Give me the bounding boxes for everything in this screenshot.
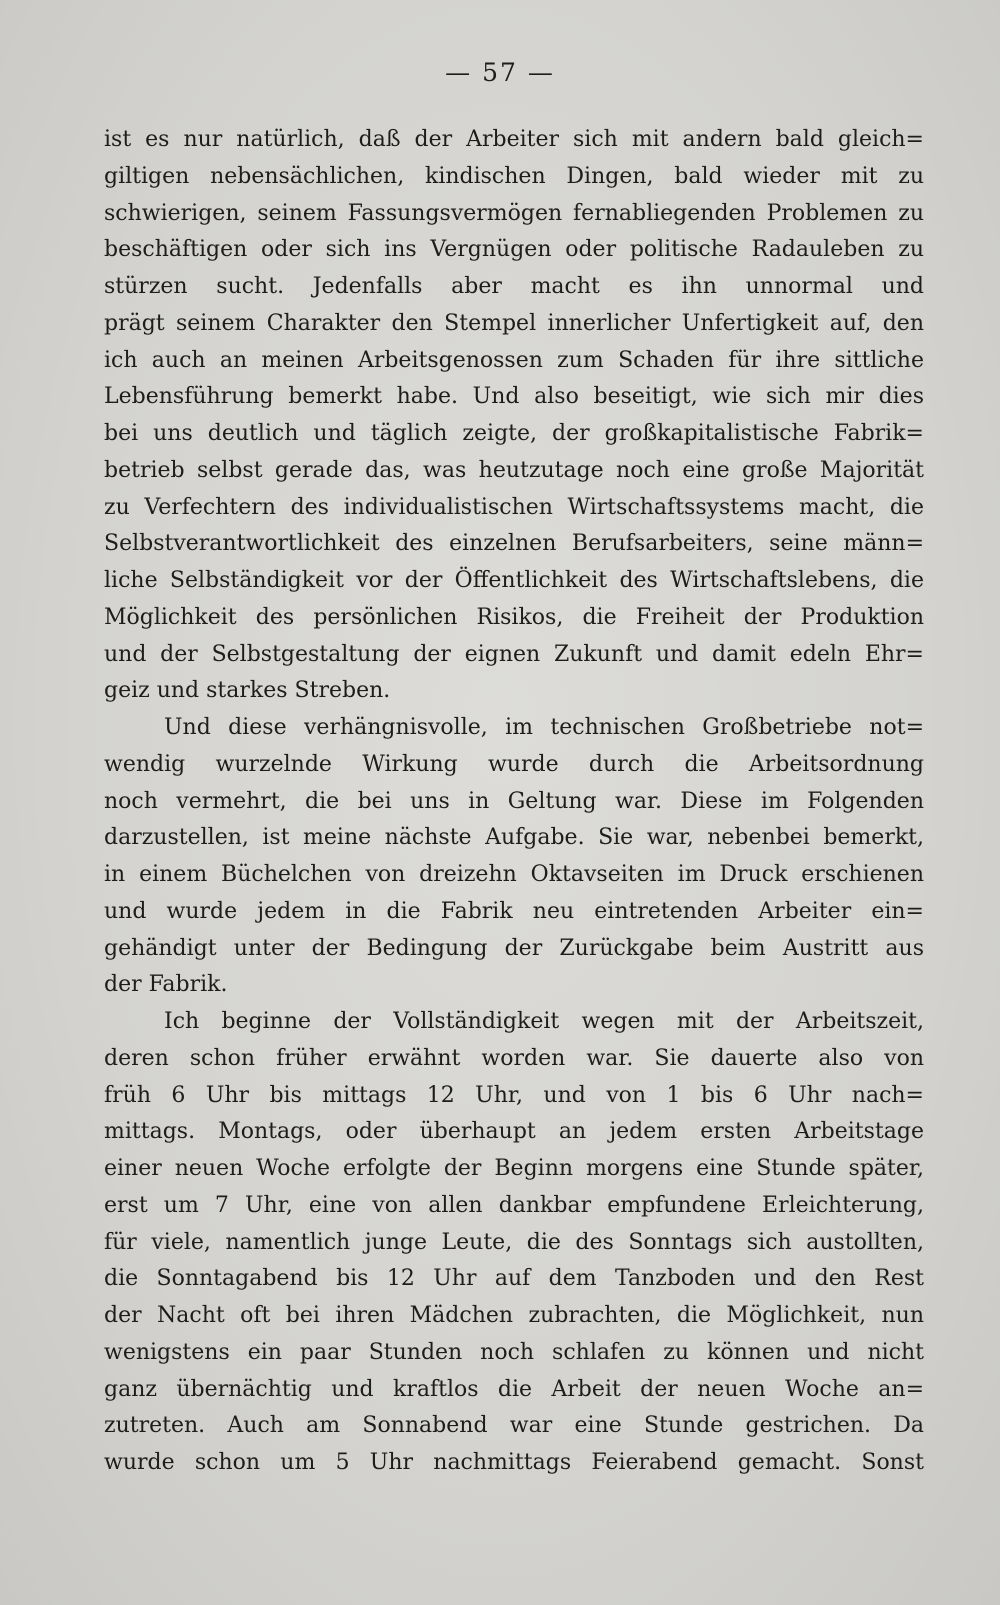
text-line: schwierigen, seinem Fassungsvermögen fernabliegenden Problemen zu xyxy=(104,200,924,226)
text-line: mittags. Montags, oder überhaupt an jedem ersten Arbeitstage xyxy=(104,1119,924,1145)
text-line: stürzen sucht. Jedenfalls aber macht es ihn unnormal und xyxy=(104,274,924,299)
body-text xyxy=(104,122,924,1482)
text-line: wenigstens ein paar Stunden noch schlafen zu können und nicht xyxy=(104,1339,924,1365)
text-line: der Nacht oft bei ihren Mädchen zubrachten, die Möglichkeit, nun xyxy=(104,1303,924,1328)
text-line: erst um 7 Uhr, eine von allen dankbar empfundene Erleichterung, xyxy=(104,1192,924,1218)
text-line: geiz und starkes Streben. xyxy=(104,678,391,704)
text-line: Möglichkeit des persönlichen Risikos, die Freiheit der Produktion xyxy=(104,604,924,630)
text-line: einer neuen Woche erfolgte der Beginn morgens eine Stunde später, xyxy=(104,1156,924,1181)
text-line: deren schon früher erwähnt worden war. Sie dauerte also von xyxy=(104,1045,924,1071)
text-line: prägt seinem Charakter den Stempel innerlicher Unfertigkeit auf, den xyxy=(104,310,924,336)
text-line: wendig wurzelnde Wirkung wurde durch die Arbeitsordnung xyxy=(104,751,924,777)
text-line: in einem Büchelchen von dreizehn Oktavseiten im Druck erschienen xyxy=(104,862,924,887)
text-line: giltigen nebensächlichen, kindischen Dingen, bald wieder mit zu xyxy=(104,163,924,189)
text-line: ganz übernächtig und kraftlos die Arbeit der neuen Woche an= xyxy=(104,1376,924,1402)
text-line: und der Selbstgestaltung der eignen Zukunft und damit edeln Ehr= xyxy=(104,641,924,667)
text-line: noch vermehrt, die bei uns in Geltung war. Diese im Folgenden xyxy=(104,788,924,814)
text-line: Ich beginne der Vollständigkeit wegen mit der Arbeitszeit, xyxy=(164,1009,924,1034)
paragraph-1 xyxy=(104,122,924,710)
text-line: bei uns deutlich und täglich zeigte, der großkapitalistische Fabrik= xyxy=(104,421,924,446)
text-line: Selbstverantwortlichkeit des einzelnen Berufsarbeiters, seine männ= xyxy=(104,531,924,557)
text-line: Lebensführung bemerkt habe. Und also beseitigt, wie sich mir dies xyxy=(104,384,924,410)
text-line: Und diese verhängnisvolle, im technischen Großbetriebe not= xyxy=(164,715,924,740)
text-line: und wurde jedem in die Fabrik neu eintretenden Arbeiter ein= xyxy=(104,898,924,924)
text-line: zu Verfechtern des individualistischen Wirtschaftssystems macht, die xyxy=(104,494,924,520)
text-line: ist es nur natürlich, daß der Arbeiter sich mit andern bald gleich= xyxy=(104,127,924,152)
text-line: wurde schon um 5 Uhr nachmittags Feierabend gemacht. Sonst xyxy=(104,1450,924,1475)
text-line: darzustellen, ist meine nächste Aufgabe. Sie war, nebenbei bemerkt, xyxy=(104,825,924,851)
text-line: früh 6 Uhr bis mittags 12 Uhr, und von 1 bis 6 Uhr nach= xyxy=(104,1082,924,1108)
text-line: zutreten. Auch am Sonnabend war eine Stunde gestrichen. Da xyxy=(104,1413,924,1439)
text-line: für viele, namentlich junge Leute, die des Sonntags sich austollten, xyxy=(104,1229,924,1255)
text-line: ich auch an meinen Arbeitsgenossen zum Schaden für ihre sittliche xyxy=(104,347,924,373)
text-line: liche Selbständigkeit vor der Öffentlichkeit des Wirtschaftslebens, die xyxy=(104,568,924,593)
text-line: der Fabrik. xyxy=(104,972,228,998)
text-line: beschäftigen oder sich ins Vergnügen oder politische Radauleben zu xyxy=(104,237,924,263)
text-line: gehändigt unter der Bedingung der Zurückgabe beim Austritt aus xyxy=(104,935,924,961)
text-line: die Sonntagabend bis 12 Uhr auf dem Tanzboden und den Rest xyxy=(104,1266,924,1292)
paragraph-3 xyxy=(104,1004,924,1482)
paragraph-2 xyxy=(104,710,924,1004)
page-number: — 57 — xyxy=(445,58,555,87)
text-line: betrieb selbst gerade das, was heutzutage noch eine große Majorität xyxy=(104,457,924,483)
